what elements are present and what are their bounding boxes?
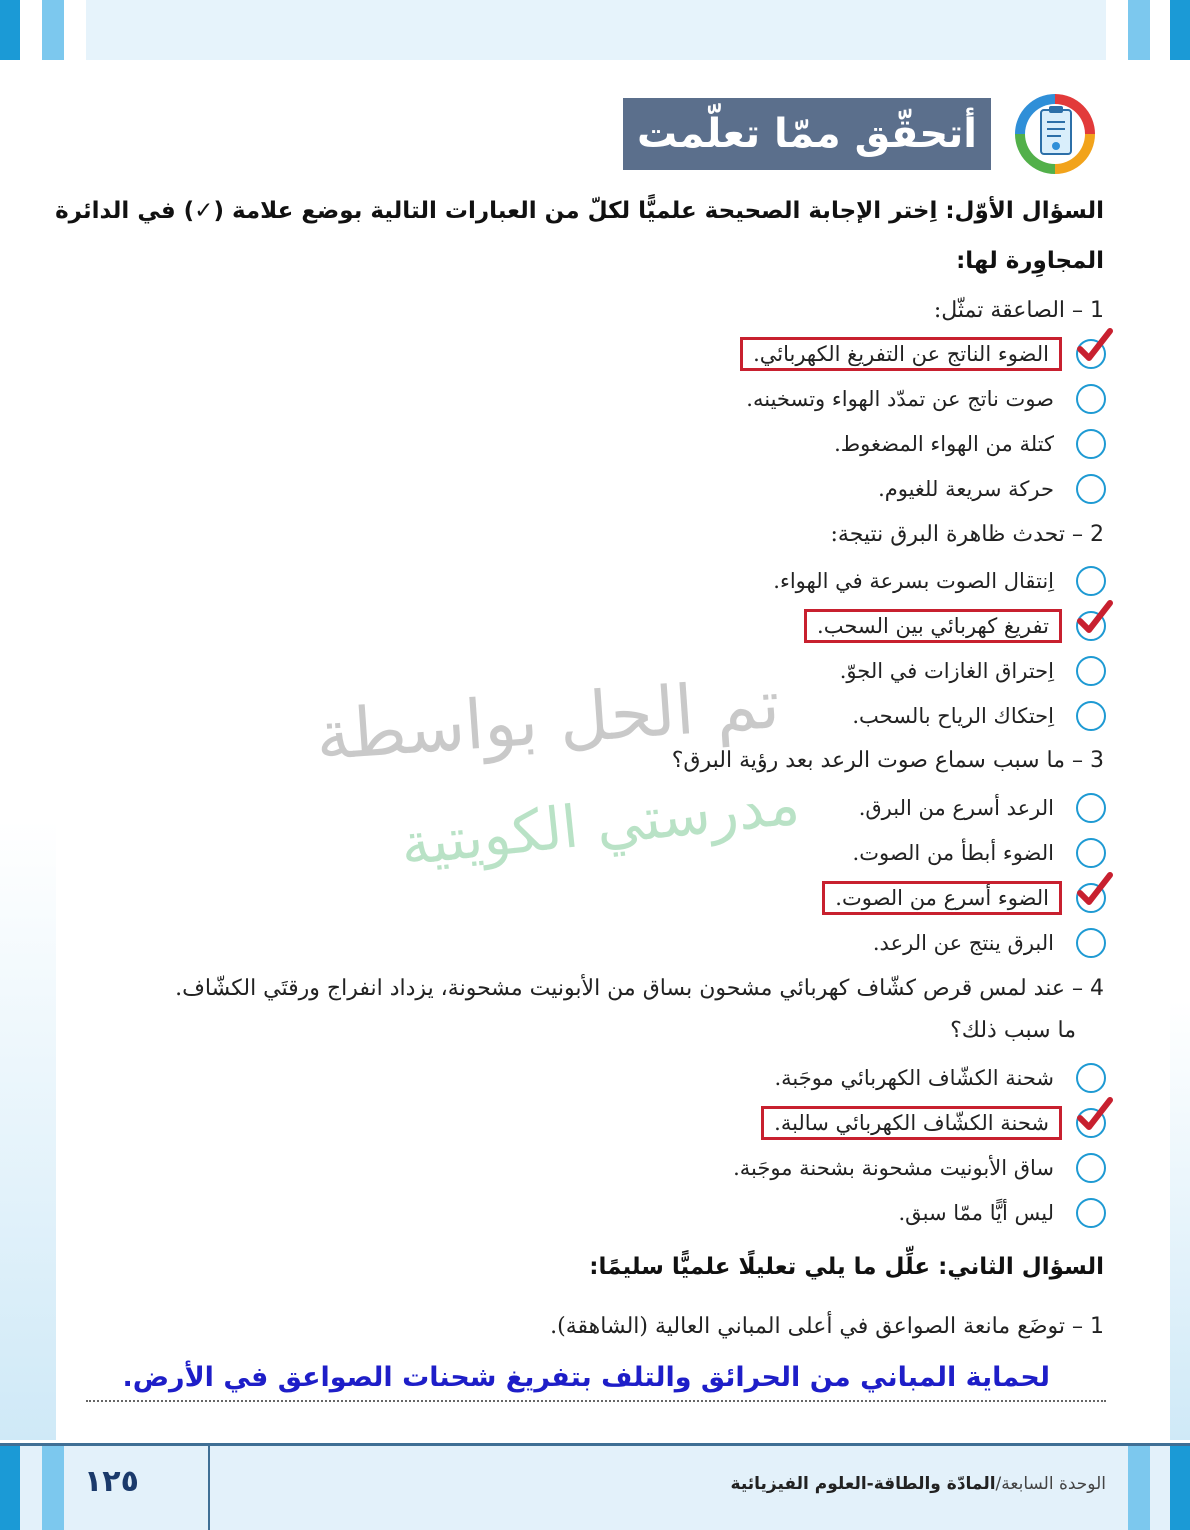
item-3-option-3[interactable] — [822, 880, 1106, 916]
option-text: ليس أيًّا ممّا سبق. — [898, 1201, 1054, 1225]
item-4-option-1[interactable] — [766, 1060, 1106, 1096]
page-number: ١٢٥ — [84, 1464, 139, 1499]
item-1-option-4[interactable] — [870, 471, 1106, 507]
option-radio[interactable] — [1076, 474, 1106, 504]
item-4-option-3[interactable] — [725, 1150, 1106, 1186]
checkmark-icon — [1074, 327, 1114, 367]
footer-right-stripe — [1170, 1446, 1190, 1530]
item-3-option-4[interactable] — [865, 925, 1106, 961]
option-radio[interactable] — [1076, 566, 1106, 596]
option-text: تفريغ كهربائي بين السحب. — [804, 609, 1062, 643]
option-text: الضوء الناتج عن التفريغ الكهربائي. — [740, 337, 1062, 371]
item-1-stem: 1 – الصاعقة تمثّل: — [933, 298, 1104, 323]
top-band — [86, 0, 1106, 60]
footer-top-line — [0, 1443, 1190, 1446]
item-4-option-4[interactable] — [890, 1195, 1106, 1231]
item-2-option-1[interactable] — [765, 563, 1106, 599]
item-1-option-2[interactable] — [738, 381, 1106, 417]
question2-heading: السؤال الثاني: علِّل ما يلي تعليلًا علميًّا سليمًا: — [589, 1254, 1104, 1280]
footer-left-stripe-light — [42, 1446, 64, 1530]
item-2-stem: 2 – تحدث ظاهرة البرق نتيجة: — [830, 522, 1104, 547]
footer-right-stripe-light — [1128, 1446, 1150, 1530]
question1-heading: السؤال الأوّل: اِختر الإجابة الصحيحة علميًّا لكلّ من العبارات التالية بوضع علامة (✓) في الدائرة — [55, 198, 1104, 224]
option-radio[interactable] — [1076, 883, 1106, 913]
item-1-option-1[interactable] — [740, 336, 1106, 372]
item-4-stem-continued: ما سبب ذلك؟ — [950, 1018, 1076, 1043]
top-left-stripe-light — [42, 0, 64, 60]
top-right-stripe-light — [1128, 0, 1150, 60]
option-text: الضوء أسرع من الصوت. — [822, 881, 1062, 915]
watermark-line1: تم الحل بواسطة — [313, 665, 783, 777]
left-side-gradient — [0, 820, 56, 1440]
item-1-option-3[interactable] — [826, 426, 1106, 462]
option-radio[interactable] — [1076, 838, 1106, 868]
item-2-option-3[interactable] — [832, 653, 1106, 689]
option-radio[interactable] — [1076, 429, 1106, 459]
item-2-option-4[interactable] — [844, 698, 1106, 734]
item-3-option-1[interactable] — [851, 790, 1106, 826]
item-4-option-2[interactable] — [761, 1105, 1106, 1141]
section-title: أتحقّق ممّا تعلّمت — [623, 98, 991, 170]
option-radio[interactable] — [1076, 1108, 1106, 1138]
option-radio[interactable] — [1076, 611, 1106, 641]
item-3-option-2[interactable] — [845, 835, 1106, 871]
option-text: كتلة من الهواء المضغوط. — [834, 432, 1054, 456]
option-radio[interactable] — [1076, 793, 1106, 823]
watermark-line2: مدرستي الكويتية — [397, 769, 803, 879]
option-radio[interactable] — [1076, 384, 1106, 414]
option-text: اِحتراق الغازات في الجوّ. — [839, 659, 1054, 683]
top-right-stripe — [1170, 0, 1190, 60]
right-side-gradient — [1170, 1000, 1190, 1440]
option-text: اِنتقال الصوت بسرعة في الهواء. — [773, 569, 1054, 593]
option-text: شحنة الكشّاف الكهربائي موجَبة. — [774, 1066, 1054, 1090]
option-radio[interactable] — [1076, 928, 1106, 958]
option-text: الضوء أبطأ من الصوت. — [852, 841, 1054, 865]
option-text: اِحتكاك الرياح بالسحب. — [852, 704, 1054, 728]
option-radio[interactable] — [1076, 339, 1106, 369]
option-text: ساق الأبونيت مشحونة بشحنة موجَبة. — [733, 1156, 1054, 1180]
checkmark-icon — [1074, 871, 1114, 911]
option-text: الرعد أسرع من البرق. — [858, 796, 1054, 820]
option-text: صوت ناتج عن تمدّد الهواء وتسخينه. — [746, 387, 1054, 411]
option-text: حركة سريعة للغيوم. — [878, 477, 1054, 501]
footer-divider — [208, 1446, 210, 1530]
option-text: شحنة الكشّاف الكهربائي سالبة. — [761, 1106, 1062, 1140]
question1-heading-continued: المجاوِرة لها: — [956, 248, 1104, 274]
item-2-option-2[interactable] — [804, 608, 1106, 644]
footer-unit-title: الوحدة السابعة/المادّة والطاقة-العلوم الفيزيائية — [730, 1474, 1106, 1494]
option-radio[interactable] — [1076, 1153, 1106, 1183]
checkmark-icon — [1074, 1096, 1114, 1136]
answer-dotted-line — [86, 1400, 1106, 1402]
footer-left-stripe — [0, 1446, 20, 1530]
item-3-stem: 3 – ما سبب سماع صوت الرعد بعد رؤية البرق؟ — [671, 748, 1104, 773]
checkmark-icon — [1074, 599, 1114, 639]
option-text: البرق ينتج عن الرعد. — [872, 931, 1054, 955]
question2-answer: لحماية المباني من الحرائق والتلف بتفريغ شحنات الصواعق في الأرض. — [122, 1362, 1050, 1393]
item-4-stem: 4 – عند لمس قرص كشّاف كهربائي مشحون بساق من الأبونيت مشحونة، يزداد انفراج ورقتَي الكشّاف. — [175, 976, 1104, 1001]
question2-item-1: 1 – توضَع مانعة الصواعق في أعلى المباني العالية (الشاهقة). — [550, 1314, 1104, 1339]
option-radio[interactable] — [1076, 701, 1106, 731]
option-radio[interactable] — [1076, 1063, 1106, 1093]
option-radio[interactable] — [1076, 656, 1106, 686]
option-radio[interactable] — [1076, 1198, 1106, 1228]
clipboard-checklist-icon — [1003, 92, 1107, 176]
top-left-stripe — [0, 0, 20, 60]
